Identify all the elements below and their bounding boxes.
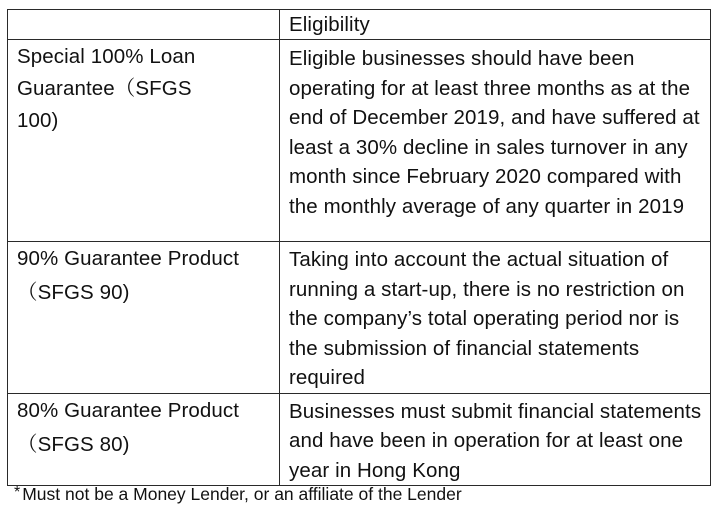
header-cell-product: [8, 10, 280, 40]
product-name-line: （SFGS 90): [17, 281, 130, 304]
product-name: [8, 394, 279, 462]
table-row: [8, 242, 711, 394]
header-cell-eligibility: [280, 10, 711, 40]
product-name-line: 100): [17, 109, 59, 132]
product-name: [8, 40, 279, 137]
product-name-line: 90% Guarantee Product: [17, 247, 240, 270]
eligibility-cell: [280, 393, 711, 486]
product-name-line: （SFGS 80): [17, 432, 130, 456]
product-name: [8, 242, 279, 310]
eligibility-table: [7, 9, 711, 486]
product-cell: [8, 242, 280, 394]
table-row: [8, 40, 711, 242]
eligibility-text: Eligible businesses should have been operating for at least three months as at the end of December 2019, and have suffered at least a 30% decline in sales turnover in any month since February 2020 compared with the monthly average of any quarter in 2019: [289, 47, 700, 218]
product-cell: [8, 40, 280, 242]
eligibility-cell: [280, 40, 711, 242]
product-name-line: Guarantee（SFGS: [17, 77, 192, 100]
header-eligibility-label: Eligibility: [289, 13, 370, 36]
table-row: [8, 393, 711, 486]
eligibility-text: Taking into account the actual situation of running a start-up, there is no restriction on the company’s total operating period nor is the submission of financial statements required: [289, 248, 685, 389]
eligibility-text: Businesses must submit financial statements and have been in operation for at least one year in Hong Kong: [289, 399, 702, 482]
footnote-text: Must not be a Money Lender, or an affiliate of the Lender: [22, 484, 462, 504]
table-header-row: [8, 10, 711, 40]
footnote: [14, 483, 462, 507]
footnote-marker: *: [14, 484, 21, 501]
product-name-line: Special 100% Loan: [17, 45, 196, 68]
eligibility-cell: [280, 242, 711, 394]
product-cell: [8, 393, 280, 486]
product-name-line: 80% Guarantee Product: [17, 398, 240, 422]
